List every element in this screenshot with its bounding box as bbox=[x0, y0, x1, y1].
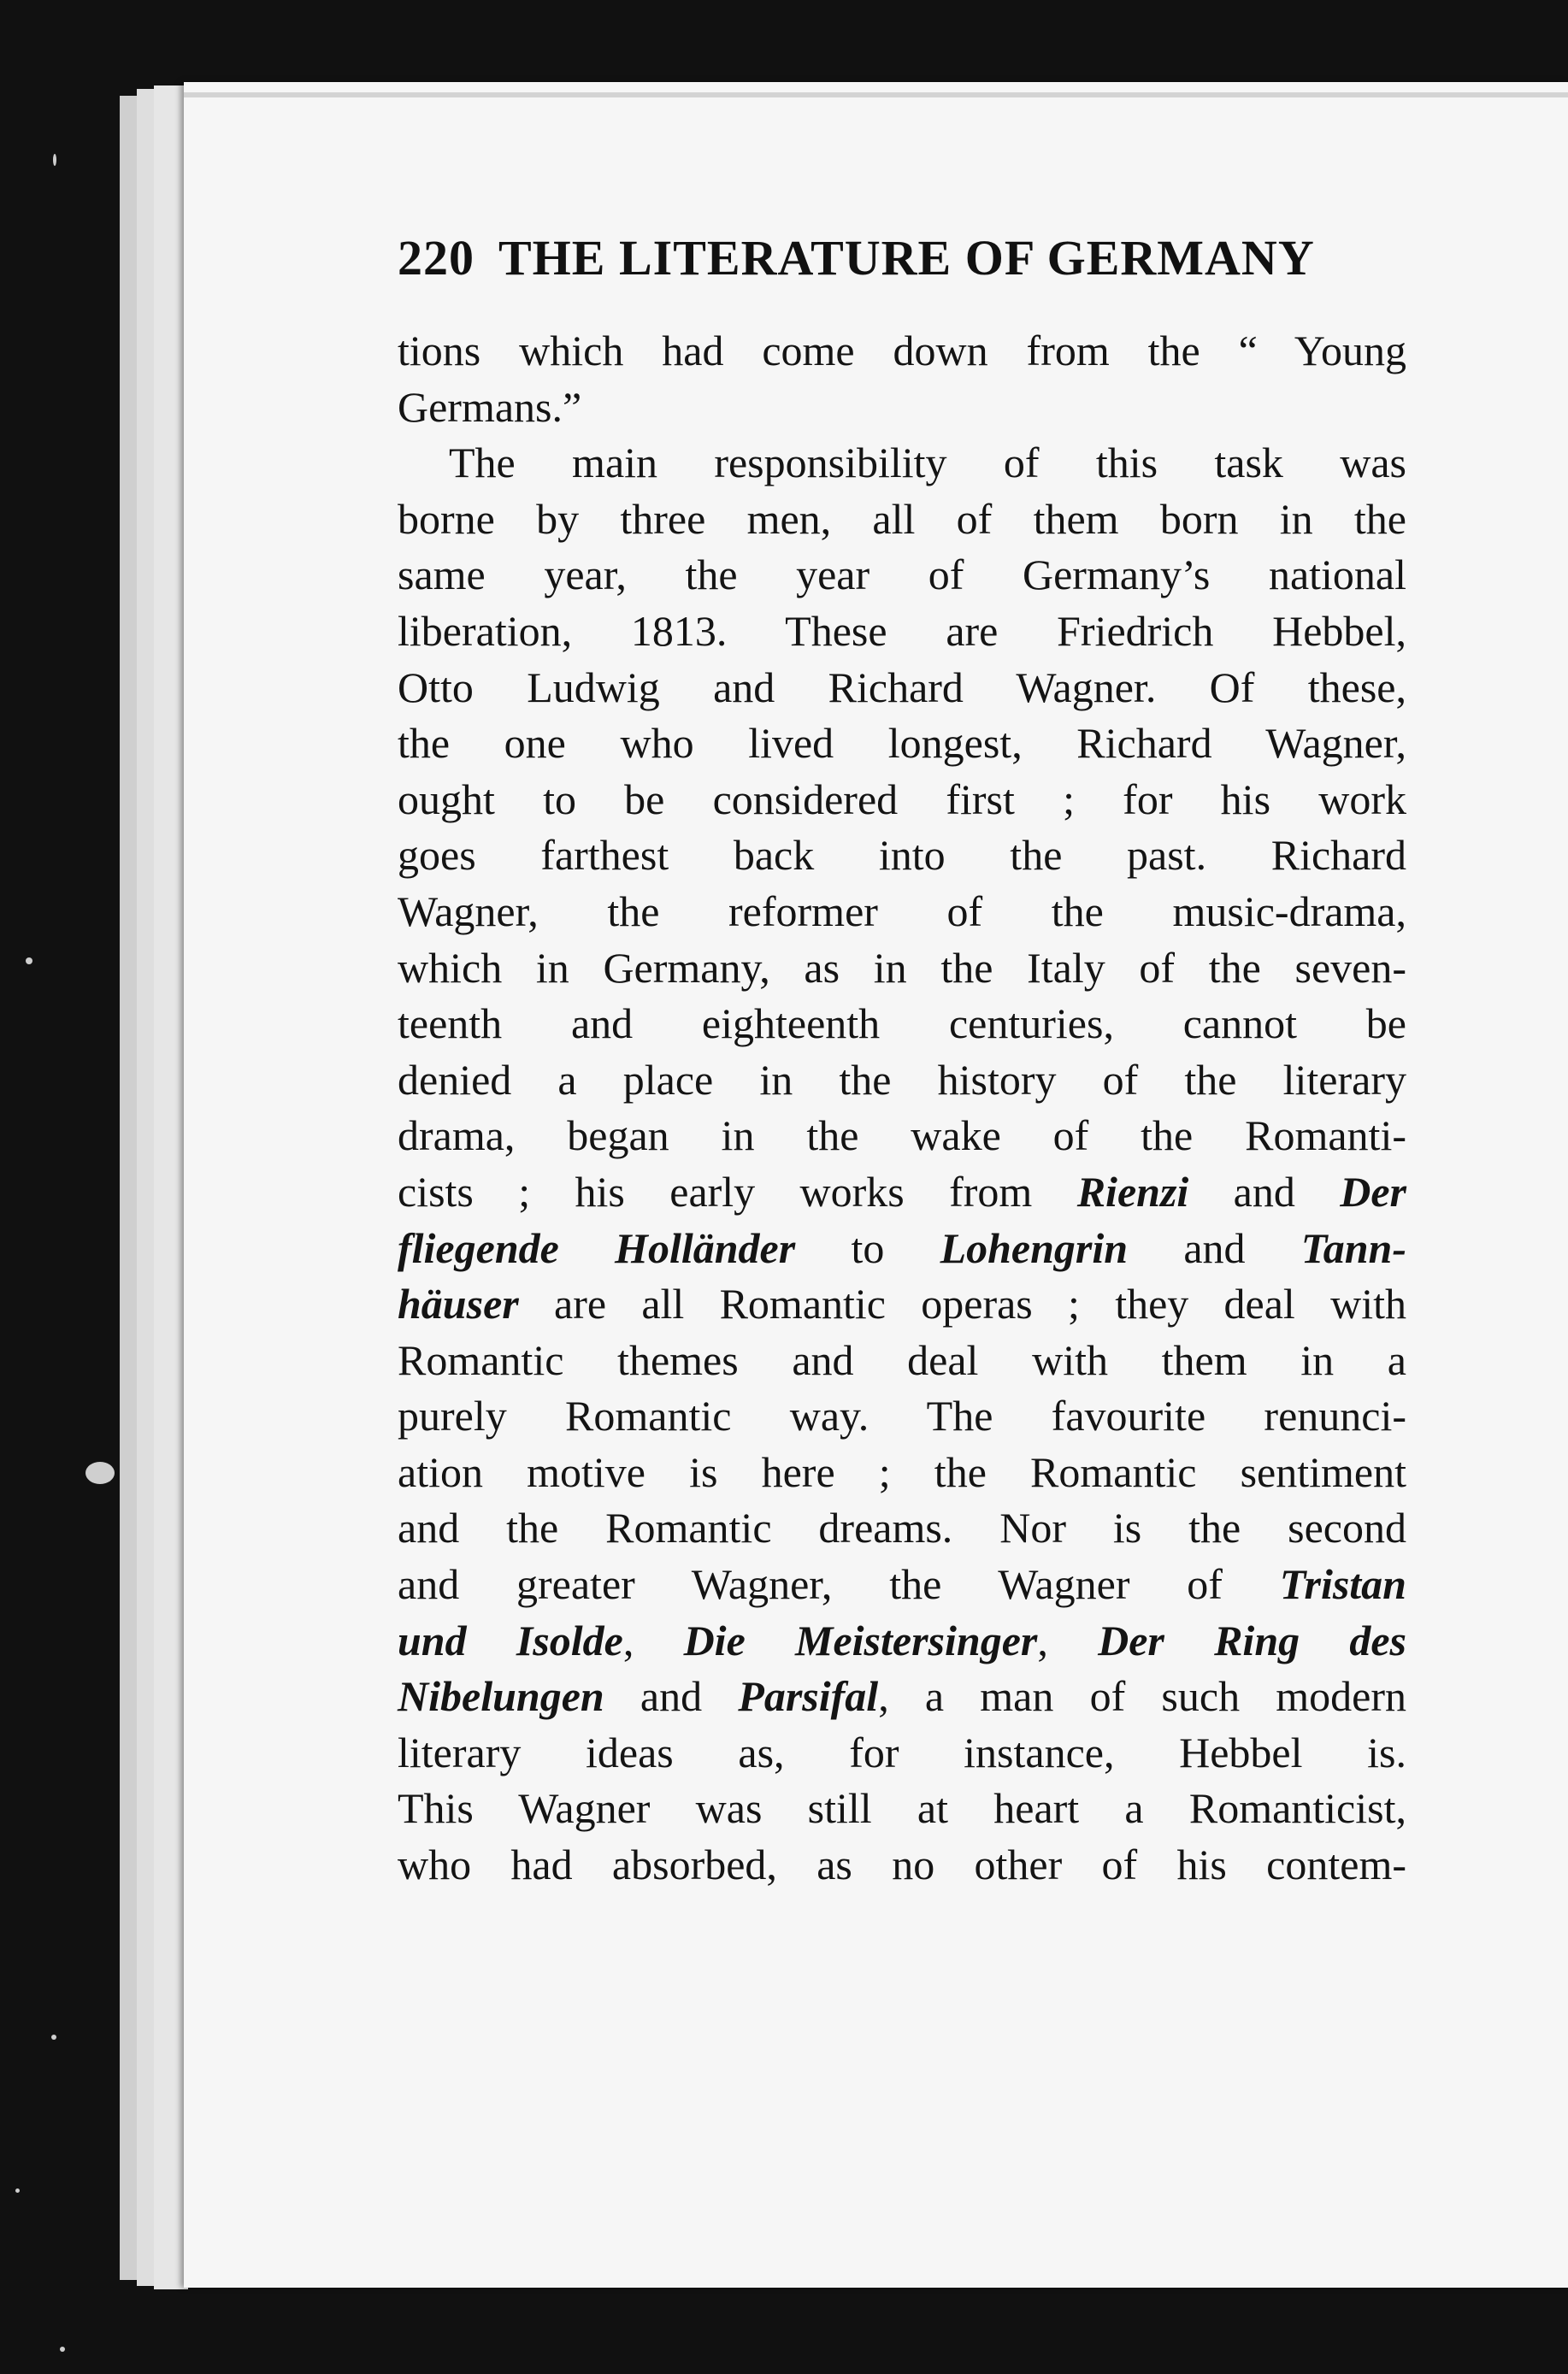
italic-title: Der bbox=[1340, 1167, 1406, 1216]
text-segment: denied a place in the history of the literary bbox=[398, 1055, 1406, 1104]
text-line bbox=[398, 1388, 1406, 1445]
text-line bbox=[398, 772, 1406, 828]
text-segment: and the Romantic dreams. Nor is the second bbox=[398, 1504, 1406, 1552]
text-line bbox=[398, 1445, 1406, 1501]
text-segment: and bbox=[604, 1672, 739, 1721]
italic-title: Tristan bbox=[1279, 1560, 1406, 1609]
text-line bbox=[398, 828, 1406, 884]
text-segment: purely Romantic way. The favourite renunci- bbox=[398, 1392, 1406, 1440]
italic-title: Nibelungen bbox=[398, 1672, 604, 1721]
text-line bbox=[398, 492, 1406, 548]
text-segment: , bbox=[622, 1616, 684, 1664]
italic-title: Die Meistersinger bbox=[683, 1616, 1038, 1664]
text-line bbox=[398, 547, 1406, 604]
text-line bbox=[398, 716, 1406, 772]
text-segment: teenth and eighteenth centuries, cannot be bbox=[398, 999, 1406, 1048]
text-segment: the one who lived longest, Richard Wagner, bbox=[398, 719, 1406, 768]
text-segment: ought to be considered first ; for his work bbox=[398, 775, 1406, 823]
text-line bbox=[398, 604, 1406, 660]
text-segment: ation motive is here ; the Romantic sentiment bbox=[398, 1447, 1406, 1496]
scan-speck bbox=[15, 2188, 20, 2193]
text-segment: which in Germany, as in the Italy of the seven- bbox=[398, 943, 1406, 992]
text-segment: and bbox=[1128, 1223, 1301, 1272]
italic-title: Der Ring des bbox=[1098, 1616, 1407, 1664]
text-line bbox=[398, 1108, 1406, 1164]
text-line bbox=[398, 1613, 1406, 1670]
italic-title: Parsifal bbox=[738, 1672, 879, 1721]
text-segment: liberation, 1813. These are Friedrich Hebbel, bbox=[398, 606, 1406, 655]
text-line bbox=[398, 1164, 1406, 1221]
text-segment: who had absorbed, as no other of his contem- bbox=[398, 1841, 1406, 1889]
text-line bbox=[398, 1276, 1406, 1333]
italic-title: Tann- bbox=[1300, 1223, 1406, 1272]
page-leaf-edge bbox=[154, 85, 188, 2289]
running-header bbox=[398, 229, 1389, 286]
italic-title: fliegende Holländer bbox=[398, 1223, 796, 1272]
text-line bbox=[398, 435, 1406, 492]
text-segment: Wagner, the reformer of the music-drama, bbox=[398, 887, 1406, 935]
text-segment: borne by three men, all of them born in the bbox=[398, 494, 1406, 543]
text-line bbox=[398, 660, 1406, 716]
text-segment: , bbox=[1037, 1616, 1099, 1664]
scan-speck bbox=[53, 154, 56, 166]
text-segment: drama, began in the wake of the Romanti- bbox=[398, 1111, 1406, 1160]
text-line bbox=[398, 996, 1406, 1052]
text-line bbox=[398, 1669, 1406, 1725]
text-segment: The main responsibility of this task was bbox=[449, 439, 1406, 487]
text-line bbox=[398, 1781, 1406, 1837]
italic-title: und Isolde bbox=[398, 1616, 623, 1664]
text-segment: Germans.” bbox=[398, 382, 582, 431]
text-segment: and bbox=[1188, 1167, 1341, 1216]
scan-speck bbox=[51, 2035, 56, 2040]
text-line bbox=[398, 1557, 1406, 1613]
text-segment: , a man of such modern bbox=[878, 1672, 1406, 1721]
text-line bbox=[398, 884, 1406, 940]
scan-speck bbox=[85, 1462, 115, 1484]
text-line bbox=[398, 1221, 1406, 1277]
italic-title: Lohengrin bbox=[940, 1223, 1129, 1272]
text-line bbox=[398, 1725, 1406, 1782]
text-segment: Romantic themes and deal with them in a bbox=[398, 1335, 1406, 1384]
text-segment: This Wagner was still at heart a Romanticist, bbox=[398, 1784, 1406, 1833]
text-segment: cists ; his early works from bbox=[398, 1167, 1077, 1216]
text-segment: same year, the year of Germany’s national bbox=[398, 551, 1406, 599]
text-segment: Otto Ludwig and Richard Wagner. Of these, bbox=[398, 663, 1406, 711]
text-line bbox=[398, 1333, 1406, 1389]
italic-title: häuser bbox=[398, 1280, 519, 1328]
text-line bbox=[398, 323, 1406, 380]
text-line bbox=[398, 380, 1406, 436]
text-line bbox=[398, 940, 1406, 997]
page-number: 220 bbox=[398, 230, 475, 286]
text-segment: tions which had come down from the “ Young bbox=[398, 327, 1406, 374]
text-line bbox=[398, 1052, 1406, 1109]
text-segment: goes farthest back into the past. Richard bbox=[398, 831, 1406, 880]
text-line bbox=[398, 1837, 1406, 1894]
text-segment: to bbox=[795, 1223, 940, 1272]
body-text bbox=[398, 323, 1406, 1894]
text-segment: and greater Wagner, the Wagner of bbox=[398, 1560, 1280, 1609]
scan-speck bbox=[60, 2347, 65, 2352]
italic-title: Rienzi bbox=[1076, 1167, 1189, 1216]
scan-speck bbox=[26, 957, 32, 964]
text-line bbox=[398, 1500, 1406, 1557]
text-segment: literary ideas as, for instance, Hebbel is. bbox=[398, 1728, 1406, 1776]
text-segment: are all Romantic operas ; they deal with bbox=[518, 1280, 1406, 1328]
running-title: THE LITERATURE OF GERMANY bbox=[498, 230, 1315, 286]
page-top-edge bbox=[184, 92, 1568, 97]
